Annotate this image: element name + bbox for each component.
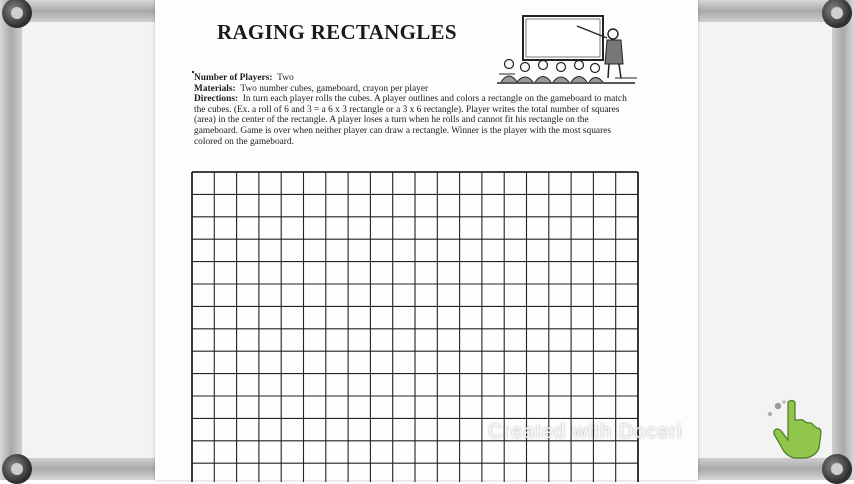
watermark-text: Created with Doceri: [488, 421, 683, 443]
materials-line: [194, 84, 634, 95]
directions-value: In turn each player rolls the cubes. A player outlines and colors a rectangle on the gameboard to match the cubes. (Ex. a roll of 6 and 3 = a 6 x 3 rectangle or a 3 x 6 rectangle). Player writes the total number of squares (area) in the center of the rectangle. A player loses a turn when he rolls and cannot fit his rectangle on the gameboard. Game is over when neither player can draw a rectangle. Winner is the player with the most squares colored on the gameboard.: [194, 94, 627, 147]
frame-right-rail: [832, 0, 854, 480]
instructions-block: [194, 73, 634, 147]
directions-label: Directions:: [194, 94, 239, 105]
players-value: Two: [277, 73, 294, 83]
players-line: [194, 73, 634, 84]
materials-value: Two number cubes, gameboard, crayon per player: [240, 83, 429, 94]
directions-line: [194, 94, 634, 147]
players-label: Number of Players:: [194, 73, 273, 83]
doceri-hand-logo-icon: [766, 398, 824, 460]
page-title: RAGING RECTANGLES: [217, 20, 457, 44]
materials-label: Materials:: [194, 83, 236, 94]
frame-left-rail: [0, 0, 22, 480]
